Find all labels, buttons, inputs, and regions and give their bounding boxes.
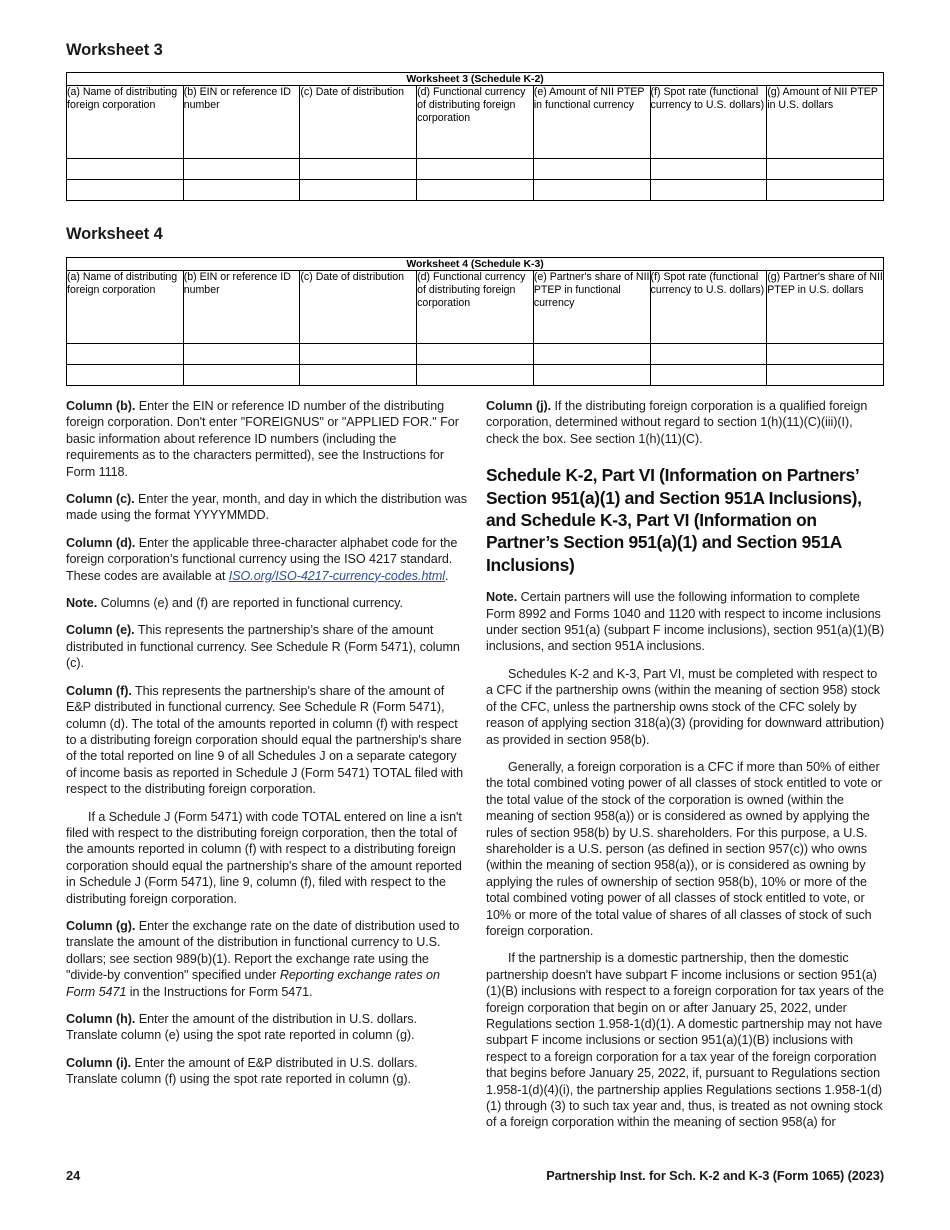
text-note: Columns (e) and (f) are reported in functional currency. (97, 596, 403, 611)
table-header-row (67, 86, 884, 159)
label-note-part-vi: Note. (486, 590, 518, 605)
ws4-cell-f[interactable] (650, 344, 767, 365)
ws4-cell-c[interactable] (300, 365, 417, 386)
worksheet-4-heading: Worksheet 4 (66, 225, 163, 243)
paragraph-column-j (486, 398, 886, 447)
footer-page-number: 24 (66, 1168, 81, 1183)
label-column-g: Column (g). (66, 918, 136, 933)
ws3-cell-c[interactable] (300, 180, 417, 201)
ws4-column-header-f: (f) Spot rate (functional currency to U.S. dollars) (650, 271, 767, 344)
table-row[interactable] (67, 180, 884, 201)
page-footer (66, 1168, 884, 1186)
ws4-cell-a[interactable] (67, 365, 184, 386)
ws4-column-header-c: (c) Date of distribution (300, 271, 417, 344)
ws3-cell-b[interactable] (183, 180, 300, 201)
ws4-column-header-d: (d) Functional currency of distributing foreign corporation (417, 271, 534, 344)
text-note-part-vi: Certain partners will use the following information to complete Form 8992 and Forms 1040 and 1120 with respect to income inclusions under section 951(a) (subpart F income inclusions), section 951(a)(1)(B) inclusions, and section 951A inclusions. (486, 590, 885, 654)
text-column-i: Enter the amount of E&P distributed in U.S. dollars. Translate column (f) using the spot rate reported in column (g). (66, 1055, 418, 1087)
ws4-cell-f[interactable] (650, 365, 767, 386)
text-column-d-part1: Enter the applicable three-character alphabet code for the foreign corporation’s functional currency using the ISO 4217 standard. These codes are available at (66, 535, 458, 583)
right-text-column (486, 398, 886, 1142)
ws4-cell-a[interactable] (67, 344, 184, 365)
table-row[interactable] (67, 344, 884, 365)
ws3-column-header-f: (f) Spot rate (functional currency to U.S. dollars) (650, 86, 767, 159)
ws3-column-header-b: (b) EIN or reference ID number (183, 86, 300, 159)
text-column-g-italic: Reporting exchange rates on Form 5471 (66, 968, 440, 999)
ws3-cell-d[interactable] (417, 159, 534, 180)
paragraph-domestic-partnership: If the partnership is a domestic partnership, then the domestic partnership doesn't have subpart F income inclusions or section 951(a)(1)(B) inclusions with respect to a foreign corporation for tax years of the foreign corporation that begin on or after January 25, 2022, under Regulations section 1.958-1(d)(1). A domestic partnership may not have subpart F income inclusions or section 951(a)(1)(B) inclusions with respect to a foreign corporation for a tax year of the foreign corporation that begins before January 25, 2022, if, pursuant to Regulations section 1.958-1(d)(4)(i), the partnership applies Regulations sections 1.958-1(d)(1) through (3) to such tax year and, thus, is treated as not owning stock of a foreign corporation within the meaning of section 958(a) for (486, 951, 884, 1130)
label-column-d: Column (d). (66, 535, 136, 550)
label-column-i: Column (i). (66, 1055, 132, 1070)
label-note: Note. (66, 596, 98, 611)
paragraph-column-f (66, 683, 469, 798)
text-column-d-part2: . (445, 568, 449, 583)
paragraph-column-e (66, 622, 469, 671)
text-column-h: Enter the amount of the distribution in U.S. dollars. Translate column (e) using the spot rate reported in column (g). (66, 1012, 417, 1043)
table-title-row (67, 73, 884, 86)
iso-currency-codes-link[interactable]: ISO.org/ISO-4217-currency-codes.html (228, 568, 445, 583)
ws3-cell-a[interactable] (67, 159, 184, 180)
text-column-b: Enter the EIN or reference ID number of the distributing foreign corporation. Don't enter "FOREIGNUS" or "APPLIED FOR." For basic information about reference ID numbers (including the requirements as to the characters permitted), see the Instructions for Form 1118. (66, 399, 459, 479)
worksheet-3-table (66, 72, 884, 201)
ws4-cell-g[interactable] (767, 344, 884, 365)
ws4-cell-e[interactable] (533, 344, 650, 365)
ws4-column-header-a: (a) Name of distributing foreign corporation (67, 271, 184, 344)
footer-document-title: Partnership Inst. for Sch. K-2 and K-3 (Form 1065) (2023) (546, 1168, 884, 1183)
text-column-g-part2: in the Instructions for Form 5471. (126, 984, 313, 999)
label-column-e: Column (e). (66, 623, 135, 638)
paragraph-column-g (66, 918, 469, 1000)
table-row[interactable] (67, 365, 884, 386)
worksheet-4-table-title: Worksheet 4 (Schedule K-3) (67, 258, 884, 271)
ws4-cell-d[interactable] (417, 365, 534, 386)
ws3-cell-c[interactable] (300, 159, 417, 180)
paragraph-note-part-vi (486, 589, 886, 655)
ws3-cell-f[interactable] (650, 180, 767, 201)
ws3-column-header-e: (e) Amount of NII PTEP in functional currency (533, 86, 650, 159)
ws3-cell-b[interactable] (183, 159, 300, 180)
table-title-row (67, 258, 884, 271)
text-column-e: This represents the partnership’s share of the amount distributed in functional currency. See Schedule R (Form 5471), column (c). (66, 623, 460, 671)
worksheet-3-heading: Worksheet 3 (66, 41, 163, 59)
ws3-cell-f[interactable] (650, 159, 767, 180)
ws4-cell-g[interactable] (767, 365, 884, 386)
ws4-cell-c[interactable] (300, 344, 417, 365)
worksheet-4-table (66, 257, 884, 386)
paragraph-column-b (66, 398, 469, 480)
paragraph-column-h (66, 1011, 469, 1044)
ws3-cell-g[interactable] (767, 159, 884, 180)
ws3-cell-a[interactable] (67, 180, 184, 201)
left-text-column (66, 398, 469, 1099)
ws4-cell-b[interactable] (183, 344, 300, 365)
ws3-cell-e[interactable] (533, 159, 650, 180)
text-column-j: If the distributing foreign corporation is a qualified foreign corporation, determined without regard to section 1(h)(11)(C)(iii)(I), check the box. See section 1(h)(11)(C). (486, 399, 868, 446)
paragraph-column-i (66, 1055, 469, 1088)
ws4-cell-d[interactable] (417, 344, 534, 365)
label-column-b: Column (b). (66, 399, 136, 413)
paragraph-column-c (66, 491, 469, 524)
ws3-cell-d[interactable] (417, 180, 534, 201)
paragraph-column-d (66, 535, 469, 584)
table-header-row (67, 271, 884, 344)
ws3-column-header-a: (a) Name of distributing foreign corporation (67, 86, 184, 159)
ws3-column-header-g: (g) Amount of NII PTEP in U.S. dollars (767, 86, 884, 159)
ws3-cell-e[interactable] (533, 180, 650, 201)
table-row[interactable] (67, 159, 884, 180)
label-column-f: Column (f). (66, 683, 132, 698)
label-column-c: Column (c). (66, 492, 135, 507)
label-column-h: Column (h). (66, 1012, 136, 1026)
ws3-cell-g[interactable] (767, 180, 884, 201)
ws4-cell-e[interactable] (533, 365, 650, 386)
paragraph-note-functional-currency (66, 595, 469, 611)
label-column-j: Column (j). (486, 399, 552, 413)
section-heading-part-vi: Schedule K-2, Part VI (Information on Partners’ Section 951(a)(1) and Section 951A Inclusions), and Schedule K-3, Part VI (Information on Partner’s Section 951(a)(1) and Section 951A Inclusions) (486, 465, 862, 575)
paragraph-generally-cfc-definition: Generally, a foreign corporation is a CFC if more than 50% of either the total combined voting power of all classes of stock entitled to vote or the total value of the stock of the corporation is owned (within the meaning of section 958(a)) or is considered as owned by applying the rules of section 958(b) by U.S. shareholders. For this purpose, a U.S. shareholder is a U.S. person (as defined in section 957(c)) who owns (within the meaning of section 958(a)), or is considered as owning by applying the rules of ownership of section 958(b), 10% or more of the total combined voting power of all classes of stock entitled to vote, or 10% or more of the total value of shares of all classes of stock of such foreign corporation. (486, 759, 882, 938)
ws4-column-header-g: (g) Partner's share of NII PTEP in U.S. dollars (767, 271, 884, 344)
text-column-c: Enter the year, month, and day in which the distribution was made using the format YYYYMMDD. (66, 492, 467, 523)
ws3-column-header-c: (c) Date of distribution (300, 86, 417, 159)
ws4-column-header-e: (e) Partner's share of NII PTEP in functional currency (533, 271, 650, 344)
paragraph-schedules-cfc: Schedules K-2 and K-3, Part VI, must be completed with respect to a CFC if the partnership owns (within the meaning of section 958) stock of the CFC, unless the partnership owns stock of the CFC solely by reason of applying section 318(a)(3) (providing for downward attribution) as provided in section 958(b). (486, 666, 885, 747)
ws3-column-header-d: (d) Functional currency of distributing foreign corporation (417, 86, 534, 159)
text-column-f: This represents the partnership's share of the amount of E&P distributed in functional currency. See Schedule R (Form 5471), column (d). The total of the amounts reported in column (f) with respect to a distributing foreign corporation should equal the partnership's share of the total reported on line 9 of all Schedules J on a separate category of income basis as reported in Schedule J (Form 5471) TOTAL filed with respect to the distributing foreign corporation. (66, 683, 464, 797)
paragraph-column-f-continued: If a Schedule J (Form 5471) with code TOTAL entered on line a isn't filed with respect to the distributing foreign corporation, then the total of the amounts reported in column (f) with respect to a distributing foreign corporation should equal the partnership's share of the amount reported in Schedule J (Form 5471), line 9, column (f), filed with respect to the distributing foreign corporation. (66, 809, 462, 906)
ws4-cell-b[interactable] (183, 365, 300, 386)
ws4-column-header-b: (b) EIN or reference ID number (183, 271, 300, 344)
worksheet-3-table-title: Worksheet 3 (Schedule K-2) (67, 73, 884, 86)
text-column-g-part1: Enter the exchange rate on the date of distribution used to translate the amount of the distribution in functional currency to U.S. dollars; see section 989(b)(1). Report the exchange rate using the "divide-by convention" specified under (66, 918, 460, 983)
